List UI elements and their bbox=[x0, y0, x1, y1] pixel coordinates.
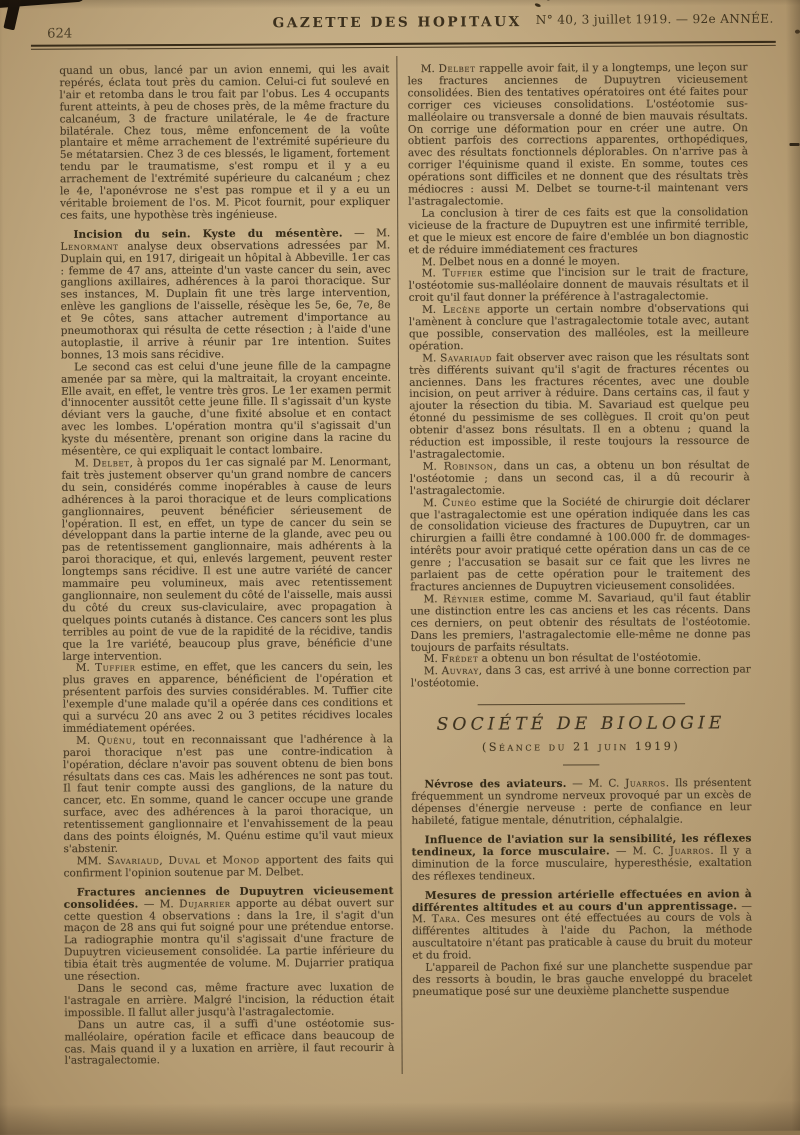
section-subtitle: (Séance du 21 juin 1919) bbox=[481, 739, 681, 755]
person-name: Juarros bbox=[669, 844, 711, 858]
text-run: M. bbox=[421, 267, 443, 280]
text-run: et bbox=[200, 854, 223, 867]
text-run: MM. bbox=[76, 854, 108, 868]
right-column-top bbox=[408, 62, 751, 690]
paragraph bbox=[410, 460, 750, 498]
person-name: Juarros bbox=[625, 777, 666, 790]
paragraph bbox=[61, 457, 392, 664]
text-run: quand un obus, lancé par un avion ennemi, qui les avait repérés, éclata tout près du camion. Celui-ci fut soulevé en l'air et retomba dans le trou fait par l'obus. Les 4 occupants furent atteints, à peu de choses près, de la même fracture du calcanéum, 3 de fracture unilatérale, le 4e de fracture bilatérale. Chez tous, même enfoncement de la voûte plantaire et même arrachement de l'extrémité supérieure du 5e métatarsien. Chez 3 de ces blessés, le ligament, fortement tendu par le traumatisme, s'est rompu et il y a eu arrachement de l'extrémité supérieure du calcanéum ; chez le 4e, l'aponévrose ne s'est pas rompue et il y a eu un véritable broiement de l'os. M. Picot fournit, pour expliquer ces faits, une hypothèse très ingénieuse. bbox=[59, 63, 391, 222]
text-run: La conclusion à tirer de ces faits est que la consolidation vicieuse de la fracture de Dupuytren est une infirmité terrible, et que le mieux est encore de faire d'emblée un bon diagnostic et de réduire immédiatement ces fractures bbox=[408, 205, 749, 256]
person-name: Monod bbox=[222, 854, 260, 867]
paragraph bbox=[412, 889, 752, 963]
person-name: Auvray bbox=[441, 665, 479, 678]
text-run: M. bbox=[420, 62, 439, 76]
paragraph-heading: Mesures de pression artérielle effectuées en avion à différentes altitudes et au cours d'un apprentissage. bbox=[411, 887, 752, 914]
text-run: , dans un cas, a obtenu un bon résultat de l'ostéotomie ; dans un second cas, il a dû recourir à l'astragalectomie. bbox=[409, 458, 750, 497]
text-run: M. bbox=[421, 303, 443, 317]
text-run: a obtenu un bon résultat de l'ostéotomie. bbox=[478, 651, 702, 666]
person-name: Savariaud bbox=[440, 351, 493, 365]
text-run: fait observer avec raison que les résultats sont très différents suivant qu'il s'agit de fractures récentes ou anciennes. Dans les fractures récentes, avec une double incision, on peut arriver à réduire. Dans certains cas, il faut y ajouter la résection du tibia. M. Savariaud est quelque peu étonné du pessimisme de ses collègues. Il croit qu'on peut obtenir d'assez bons résultats. Il en a obtenu ; quand la réduction est impossible, il reste toujours la ressource de l'astragalectomie. bbox=[409, 350, 750, 461]
paragraph bbox=[64, 982, 394, 1020]
person-name: Lecène bbox=[442, 303, 481, 316]
paragraph bbox=[409, 267, 749, 305]
text-run: estime, en effet, que les cancers du sein, les plus graves en apparence, bénéficient de l'opération et présentent parfois des survies considérables. M. Tuffier cite l'exemple d'une malade qu'il a opérée dans ces conditions et qui a survécu 20 ans avec 2 ou 3 petites récidives locales immédiatement opérées. bbox=[62, 660, 393, 735]
person-name: Dujarrier bbox=[179, 897, 231, 910]
text-run: M. bbox=[423, 665, 442, 678]
text-run: Dans un autre cas, il a suffi d'une ostéotomie sus-malléolaire, opération facile et efficace dans beaucoup de cas. Mais quand il y a luxation en arrière, il faut recourir à l'astragalectomie. bbox=[64, 1017, 395, 1068]
paragraph bbox=[408, 207, 748, 257]
paragraph bbox=[412, 833, 752, 883]
text-run: — M. C. bbox=[609, 844, 670, 858]
person-name: Savariaud bbox=[107, 854, 160, 868]
person-name: Delbet bbox=[438, 62, 476, 76]
text-run: L'appareil de Pachon fixé sur une planchette suspendue par des ressorts à boudin, le bras gauche enveloppé du bracelet pneumatique posé sur une deuxième planchette suspendue bbox=[412, 959, 753, 999]
text-run: . Ils présentent fréquemment un syndrome nerveux provoqué par un excès de dépenses d'énergie nerveuse : perte de confiance en leur habileté, fatigue mentale, dénutrition, céphalalgie. bbox=[411, 777, 752, 828]
person-name: Cunéo bbox=[442, 496, 477, 509]
text-run: M. bbox=[422, 460, 444, 473]
text-run: estime que l'incision sur le trait de fracture, l'ostéotomie sus-malléolaire donnent de mauvais résultats et il croit qu'il faut donner la préférence à l'astragalectomie. bbox=[408, 266, 749, 305]
scan-edge-shadow-bottom bbox=[0, 1100, 800, 1135]
text-run: — M. bbox=[342, 226, 391, 240]
paragraph bbox=[412, 961, 752, 999]
paragraph bbox=[64, 1018, 394, 1068]
paragraph bbox=[63, 734, 394, 856]
person-name: Delbet bbox=[92, 457, 130, 470]
text-run: estime, comme M. Savariaud, qu'il faut établir une distinction entre les cas anciens et les cas récents. Dans ces derniers, on peut obtenir des résultats de l'ostéotomie. Dans les premiers, l'astragalectomie elle-même ne donne pas toujours de parfaits résultats. bbox=[410, 591, 751, 654]
paragraph bbox=[411, 665, 751, 691]
text-run: apporte un certain nombre d'observations qui l'amènent à conclure que l'astragalectomie totale avec, autant que possible, conservation des malléoles, est la meilleure opération. bbox=[408, 302, 749, 353]
paragraph bbox=[411, 778, 751, 828]
left-column bbox=[59, 64, 394, 1068]
person-name: Frédet bbox=[441, 653, 479, 666]
text-run: apportent des faits qui confirment l'opinion soutenue par M. Delbet. bbox=[63, 853, 394, 880]
paragraph bbox=[409, 303, 749, 353]
text-run: M. bbox=[422, 496, 443, 509]
text-run: M. bbox=[75, 662, 96, 675]
person-name: Tuffier bbox=[95, 661, 136, 675]
section-subtitle-rule bbox=[563, 765, 599, 766]
text-run: — M. bbox=[411, 899, 752, 926]
societe-biologie-section bbox=[411, 703, 751, 767]
scan-edge-shadow-left bbox=[0, 0, 8, 1135]
column-divider bbox=[396, 56, 402, 1074]
page-number: 624 bbox=[47, 26, 73, 42]
text-run: M. bbox=[74, 457, 93, 470]
text-run: . Ces mesures ont été effectuées au cours de vols à différentes altitudes à l'aide du Pachon, la méthode auscultatoire n'étant pas praticable à cause du bruit du moteur et du froid. bbox=[412, 911, 753, 962]
right-column bbox=[408, 62, 753, 999]
paragraph-heading: Incision du sein. Kyste du mésentère. bbox=[73, 227, 343, 241]
paragraph bbox=[59, 64, 390, 222]
text-run: analyse deux observations adressées par M. Duplain qui, en 1917, dirigeait un hôpital à Abbeville. 1er cas : femme de 47 ans, atteinte d'un vaste cancer du sein, avec ganglions axillaires, adhérences à la paroi thoracique. Sur ses instances, M. Duplain fit une très large intervention, enlève les ganglions de l'aisselle, résèque les 5e, 6e, 7e, 8e et 9e côtes, sans attacher autrement d'importance au pneumothorax qui résulta de cette résection ; à l'aide d'une autoplastie, il arrive à réunir par 1re intention. Suites bonnes, 13 mois sans récidive. bbox=[60, 238, 391, 362]
text-run: M. bbox=[422, 352, 441, 365]
text-run: M. bbox=[423, 593, 444, 606]
text-run: M. bbox=[423, 653, 442, 666]
text-run: , dans 3 cas, est arrivé à une bonne correction par l'ostéotomie. bbox=[410, 663, 751, 690]
text-run: apporte au débat ouvert sur cette question 4 observations : dans la 1re, il s'agit d'un maçon de 28 ans qui fut soigné pour une prétendue entorse. La radiographie montra qu'il s'agissait d'une fracture de Dupuytren vicieusement consolidée. La partie inférieure du tibia était très augmentée de volume. M. Dujarrier pratiqua une résection. bbox=[63, 896, 395, 983]
text-run: , à propos du 1er cas signalé par M. Lenormant, fait très justement observer qu'un grand nombre de cancers du sein, considérés comme inopérables à cause de leurs adhérences à la paroi thoracique et de leurs complications ganglionnaires, peuvent bénéficier sérieusement de l'opération. Il est, en effet, un type de cancer du sein se développant dans la partie interne de la glande, avec peu ou pas de retentissement ganglionnaire, mais adhérents à la paroi thoracique, et qui, enlevés largement, peuvent rester longtemps sans récidive. Il est une autre variété de cancer mammaire peu volumineux, mais avec retentissement ganglionnaire, non seulement du côté de l'aisselle, mais aussi du côté du creux sus-claviculaire, avec propagation à quelques points cutanés à distance. Ces cancers sont les plus terribles au point de vue de la rapidité de la récidive, tandis que la 1re variété, beaucoup plus grave, bénéficie d'une large intervention. bbox=[61, 455, 393, 663]
text-run: estime que la Société de chirurgie doit déclarer que l'astragalectomie est une opération indiquée dans les cas de consolidation vicieuse des fractures de Dupuytren, car un chirurgien a failli être condamné à 100.000 fr. de dommages-intérêts pour avoir pratiqué cette opération dans un cas de ce genre ; l'accusation se basait sur ce fait que les livres ne parlaient pas de cette opération pour le traitement des fractures anciennes de Dupuytren vicieusement consolidées. bbox=[409, 495, 751, 594]
person-name: Lenormant bbox=[60, 240, 119, 253]
text-run: Dans le second cas, même fracture avec luxation de l'astragale en arrière. Malgré l'incision, la réduction était impossible. Il fallut aller jusqu'à l'astragalectomie. bbox=[64, 980, 395, 1019]
person-name: Quénu bbox=[97, 734, 133, 747]
paragraph bbox=[64, 886, 394, 984]
person-name: Tuffier bbox=[442, 267, 483, 280]
text-run: rappelle avoir fait, il y a longtemps, une leçon sur les fractures anciennes de Dupuytren vicieusement consolidées. Bien des tentatives opératoires ont été faites pour corriger ces vicieuses consolidations. L'ostéotomie sus-malléolaire ou transversale a donné de bien mauvais résultats. On corrige une déformation pour en créer une autre. On obtient parfois des corrections apparentes, orthopédiques, avec des résultats fonctionnels déplorables. On n'arrive pas à corriger l'équinisme quand il existe. En somme, toutes ces opérations sont difficiles et ne donnent que des résultats très médiocres : aussi M. Delbet se tourne-t-il maintenant vers l'astragalectomie. bbox=[407, 61, 749, 208]
paragraph-heading: Influence de l'aviation sur la sensibilité, les réflexes tendineux, la force musculaire. bbox=[411, 832, 752, 859]
person-name: Réynier bbox=[442, 592, 485, 606]
text-run: — M. bbox=[138, 897, 180, 911]
paragraph bbox=[63, 662, 393, 736]
text-run: Le second cas est celui d'une jeune fille de la campagne amenée par sa mère, qui la maltraitait, la croyant enceinte. Elle avait, en effet, le ventre très gros. Le 1er examen permit d'innocenter aussitôt cette jeune fille. Il s'agissait d'un kyste déviant vers la gauche, d'une fixité absolue et en contact avec les lombes. L'opération montra qu'il s'agissait d'un kyste du mésentère, prenant son origine dans la racine du mésentère, ce qui expliquait le contact lombaire. bbox=[60, 359, 392, 458]
paragraph bbox=[61, 360, 391, 458]
text-run: , bbox=[159, 854, 169, 867]
paragraph bbox=[410, 592, 750, 654]
paragraph bbox=[410, 496, 751, 594]
person-name: Tara bbox=[431, 913, 457, 926]
paragraph-heading: Fractures anciennes de Dupuytren vicieusement consolidées. bbox=[63, 884, 394, 911]
paragraph-heading: Névrose des aviateurs. bbox=[424, 778, 567, 792]
paragraph bbox=[60, 228, 391, 362]
paragraph bbox=[64, 854, 394, 880]
right-column-bottom bbox=[411, 778, 752, 999]
person-name: Robinson bbox=[443, 460, 494, 473]
paragraph bbox=[409, 351, 750, 461]
paragraph bbox=[408, 62, 749, 208]
text-run: M. Delbet nous en a donné le moyen. bbox=[421, 254, 620, 268]
scan-edge-shadow-right bbox=[786, 0, 800, 1131]
section-divider-rule bbox=[477, 703, 684, 705]
journal-title: GAZETTE DES HOPITAUX bbox=[272, 13, 522, 32]
issue-info: N° 40, 3 juillet 1919. — 92e ANNÉE. bbox=[535, 11, 774, 27]
text-run: . Il y a diminution de la force musculaire, hyperesthésie, exaltation des réflexes tendineux. bbox=[411, 844, 752, 883]
person-name: Duval bbox=[168, 854, 201, 867]
text-run: , tout en reconnaissant que l'adhérence à la paroi thoracique n'est pas une contre-indication à l'opération, déclare n'avoir pas souvent obtenu de bien bons résultats dans ces cas. Mais les adhérences ne sont pas tout. Il faut tenir compte aussi des ganglions, de la nature du cancer, etc. En somme, quand le cancer occupe une grande surface, avec des adhérences à la paroi thoracique, un retentissement ganglionnaire et l'envahissement de la peau dans des points éloignés, M. Quénu estime qu'il vaut mieux s'abstenir. bbox=[62, 732, 394, 856]
section-title: SOCIÉTÉ DE BIOLOGIE bbox=[436, 713, 726, 736]
text-run: — M. C. bbox=[566, 777, 626, 791]
text-run: M. bbox=[76, 734, 98, 747]
